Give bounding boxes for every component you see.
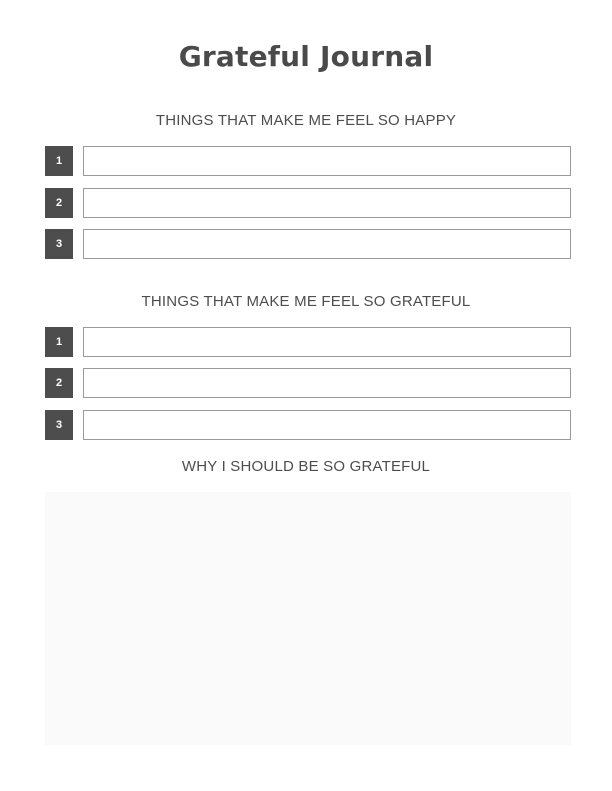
- grateful-item-2: [45, 368, 571, 399]
- grateful-section-heading: THINGS THAT MAKE ME FEEL SO GRATEFUL: [141, 293, 471, 310]
- item-number-badge: 3: [45, 229, 73, 259]
- grateful-item-1-input[interactable]: [83, 327, 571, 357]
- grateful-item-2-input[interactable]: [83, 368, 571, 398]
- item-number-badge: 1: [45, 146, 73, 176]
- item-number-badge: 2: [45, 188, 73, 218]
- item-number-badge: 2: [45, 368, 73, 398]
- grateful-item-3-input[interactable]: [83, 410, 571, 440]
- item-number-badge: 1: [45, 327, 73, 357]
- happy-item-3-input[interactable]: [83, 229, 571, 259]
- grateful-item-1: [45, 327, 571, 358]
- happy-section-heading: THINGS THAT MAKE ME FEEL SO HAPPY: [155, 112, 457, 129]
- item-number-badge: 3: [45, 410, 73, 440]
- reason-section-heading: WHY I SHOULD BE SO GRATEFUL: [181, 458, 431, 475]
- happy-item-2: [45, 188, 571, 219]
- page-title: Grateful Journal: [178, 40, 434, 73]
- grateful-item-3: [45, 410, 571, 441]
- happy-item-3: [45, 229, 571, 260]
- reason-textarea[interactable]: [45, 492, 571, 745]
- happy-item-2-input[interactable]: [83, 188, 571, 218]
- happy-item-1-input[interactable]: [83, 146, 571, 176]
- happy-item-1: [45, 146, 571, 177]
